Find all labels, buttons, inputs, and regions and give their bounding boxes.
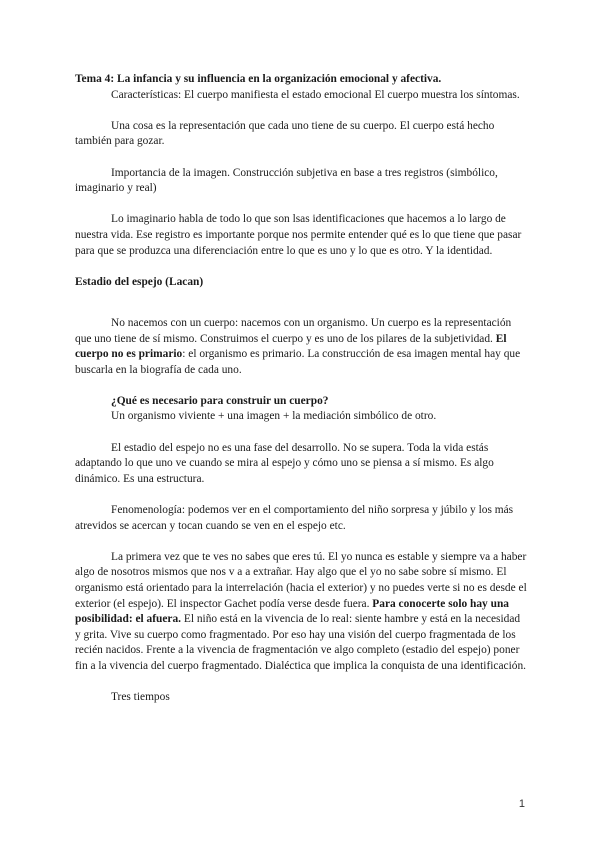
paragraph-text: No nacemos con un cuerpo: nacemos con un organismo. Un cuerpo es la representación que uno tiene de sí mismo. Construimos el cuerpo y es uno de los pilares de la subjetividad.	[75, 316, 512, 345]
bold-phrase: Para conocerte solo hay una posibilidad: el afuera.	[75, 597, 509, 626]
document-body	[75, 72, 527, 706]
paragraph-estadio-no-fase: El estadio del espejo no es una fase del desarrollo. No se supera. Toda la vida estás adaptando lo que uno ve cuando se mira al espejo y cómo uno se piensa a sí mismo. Es algo dinámico. Es una estructura.	[75, 441, 494, 485]
paragraph-caracteristicas: Características: El cuerpo manifiesta el estado emocional El cuerpo muestra los síntomas.	[111, 88, 520, 101]
spacer	[75, 487, 527, 503]
spacer	[75, 103, 527, 119]
paragraph-text: : el organismo es primario. La construcción de esa imagen mental hay que buscarla en la biografía de cada uno.	[75, 348, 521, 376]
spacer	[75, 425, 527, 441]
paragraph-primera-vez	[75, 550, 527, 675]
page-number: 1	[518, 798, 525, 810]
subheading-construir-cuerpo: ¿Qué es necesario para construir un cuerpo?	[111, 394, 329, 407]
spacer	[75, 534, 527, 550]
paragraph-importancia-imagen: Importancia de la imagen. Construcción subjetiva en base a tres registros (simbólico, imaginario y real)	[75, 166, 498, 195]
spacer	[75, 378, 527, 394]
spacer	[75, 290, 527, 306]
bold-phrase: El cuerpo no es primario	[75, 332, 507, 361]
paragraph-text: El niño está en la vivencia de lo real: siente hambre y está en la necesidad y grita. Vive su cuerpo como fragmentado. Por eso hay una visión del cuerpo fragmentada de los recién nacidos. Frente a la vivencia de fragmentación ve algo completo (estadio del espejo) poner fin a la vivencia del cuerpo fragmentado. Dialéctica que implica la conquista de una identificación.	[75, 613, 527, 672]
spacer	[75, 675, 527, 691]
paragraph-representacion: Una cosa es la representación que cada uno tiene de su cuerpo. El cuerpo está hecho también para gozar.	[75, 119, 495, 148]
paragraph-imaginario: Lo imaginario habla de todo lo que son lsas identificaciones que hacemos a lo largo de nuestra vida. Ese registro es importante porque nos permite entender qué es lo que tiene que pasar para que se produzca una diferenciación entre lo que es uno y lo que es otro. Y la identidad.	[75, 213, 522, 257]
spacer	[75, 150, 527, 166]
paragraph-fenomenologia: Fenomenología: podemos ver en el comportamiento del niño sorpresa y júbilo y los más atrevidos se acercan y tocan cuando se ven en el espejo etc.	[75, 504, 514, 532]
paragraph-organismo-viviente: Un organismo viviente + una imagen + la mediación simbólico de otro.	[111, 410, 437, 423]
paragraph-text: La primera vez que te ves no sabes que eres tú. El yo nunca es estable y siempre va a haber algo de nosotros mismos que nos v a a extrañar. Hay algo que el yo no sabe sobre sí mismo. El organismo está orientado para la interrelación (hacia el exterior) y no puedes verte si no es desde el exterior (el espejo). El inspector Gachet podía verse desde fuera.	[75, 550, 527, 610]
paragraph-tres-tiempos: Tres tiempos	[111, 691, 170, 704]
document-title: Tema 4: La infancia y su influencia en la organización emocional y afectiva.	[75, 73, 442, 85]
paragraph-no-nacemos	[75, 316, 527, 378]
spacer	[75, 197, 527, 213]
spacer	[75, 259, 527, 275]
spacer	[75, 306, 527, 316]
section-heading-estadio-espejo: Estadio del espejo (Lacan)	[75, 275, 204, 288]
